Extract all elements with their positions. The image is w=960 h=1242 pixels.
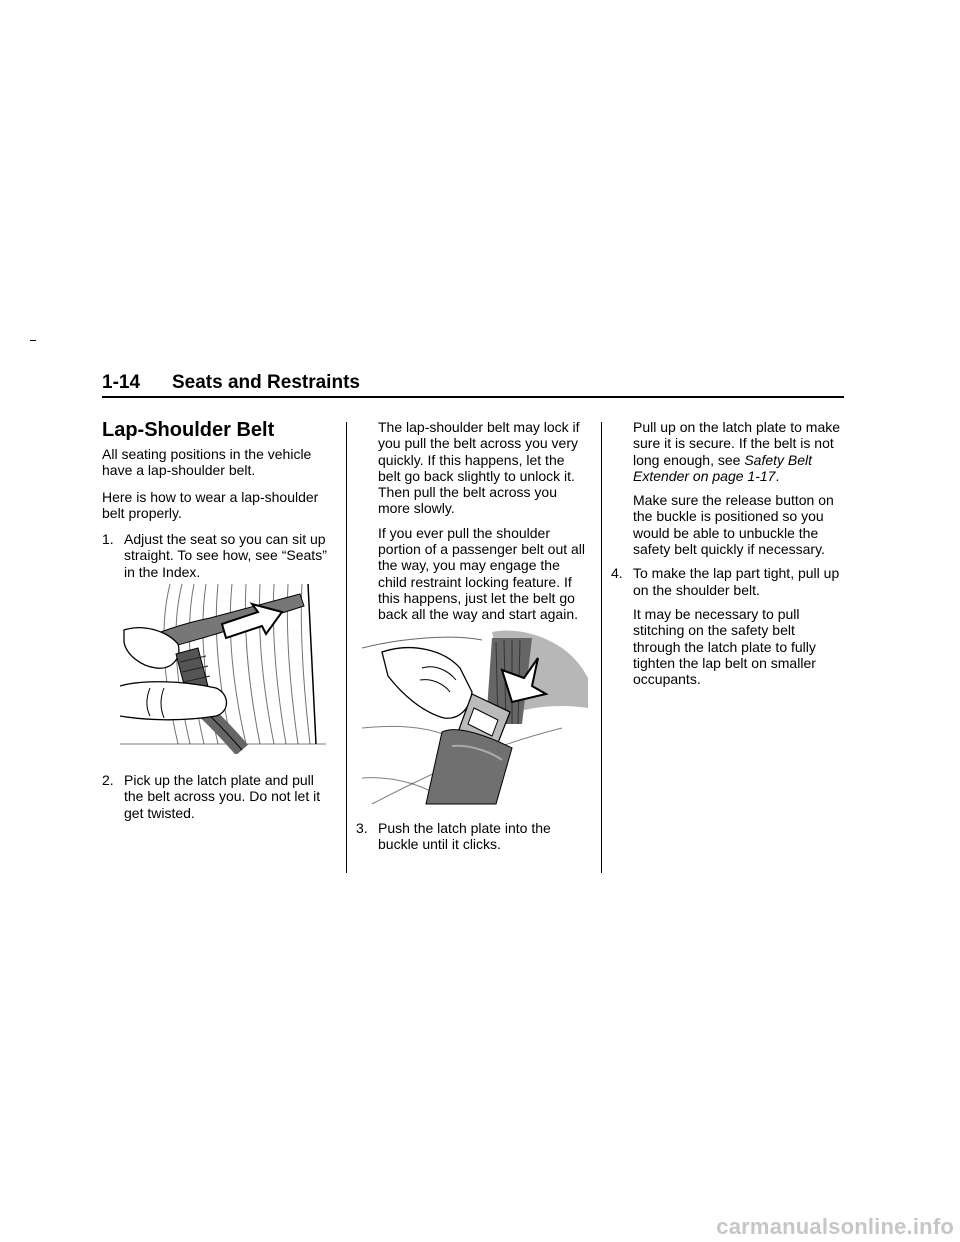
margin-tick	[30, 340, 36, 341]
col1-text-top	[102, 446, 332, 580]
step-1	[102, 531, 332, 580]
col3-text	[611, 419, 843, 687]
step-4-text: To make the lap part tight, pull up on the shoulder belt.	[633, 565, 840, 598]
header-rule	[102, 396, 844, 398]
step-4-number: 4.	[611, 565, 623, 582]
page-number: 1-14	[102, 372, 141, 393]
column-divider-1	[346, 422, 347, 873]
step-1-text: Adjust the seat so you can sit up straight. To see how, see “Seats” in the Index.	[124, 531, 327, 580]
watermark: carmanualsonline.info	[716, 1214, 954, 1239]
step-3-text: Push the latch plate into the buckle until it clicks.	[378, 820, 551, 853]
page-header	[102, 372, 844, 400]
col1-para-1: All seating positions in the vehicle have a lap-shoulder belt.	[102, 446, 312, 479]
section-title: Seats and Restraints	[172, 372, 360, 393]
step-1-number: 1.	[102, 531, 114, 548]
col2-text-bottom	[356, 820, 588, 853]
illustration-buckle	[362, 628, 588, 806]
column-divider-2	[601, 422, 602, 873]
col3-para-1-text: Pull up on the latch plate to make sure it is secure. If the belt is not long enough, see	[633, 419, 841, 468]
step-2	[102, 772, 332, 821]
col3-para-2: Make sure the release button on the buckle is positioned so you would be able to unbuckle the safety belt quickly if necessary.	[633, 492, 834, 558]
page-title: Lap-Shoulder Belt	[102, 419, 275, 441]
step-2-text: Pick up the latch plate and pull the belt across you. Do not let it get twisted.	[124, 772, 321, 821]
col3-para-3: It may be necessary to pull stitching on the safety belt through the latch plate to fully tighten the lap belt on smaller occupants.	[633, 605, 816, 688]
col1-text-bottom	[102, 772, 332, 821]
col2-para-1: The lap-shoulder belt may lock if you pull the belt across you very quickly. If this happens, let the belt go back slightly to unlock it. Then pull the belt across you more slowly.	[378, 419, 580, 517]
step-4	[611, 565, 843, 598]
step-3	[356, 820, 588, 853]
col1-para-2: Here is how to wear a lap-shoulder belt properly.	[102, 488, 319, 521]
step-3-number: 3.	[356, 820, 368, 836]
safety-belt-extender-reference: Safety Belt Extender on page 1-17	[633, 451, 813, 484]
illustration-latch-plate-pull	[120, 584, 326, 754]
col3-para-1	[611, 419, 843, 484]
col2-text-top	[356, 419, 588, 623]
col2-para-2: If you ever pull the shoulder portion of a passenger belt out all the way, you may engage the child restraint locking feature. If this happens, just let the belt go back all the way and start again.	[378, 524, 586, 623]
col3-para-1-end: .	[775, 467, 780, 484]
step-2-number: 2.	[102, 772, 114, 788]
